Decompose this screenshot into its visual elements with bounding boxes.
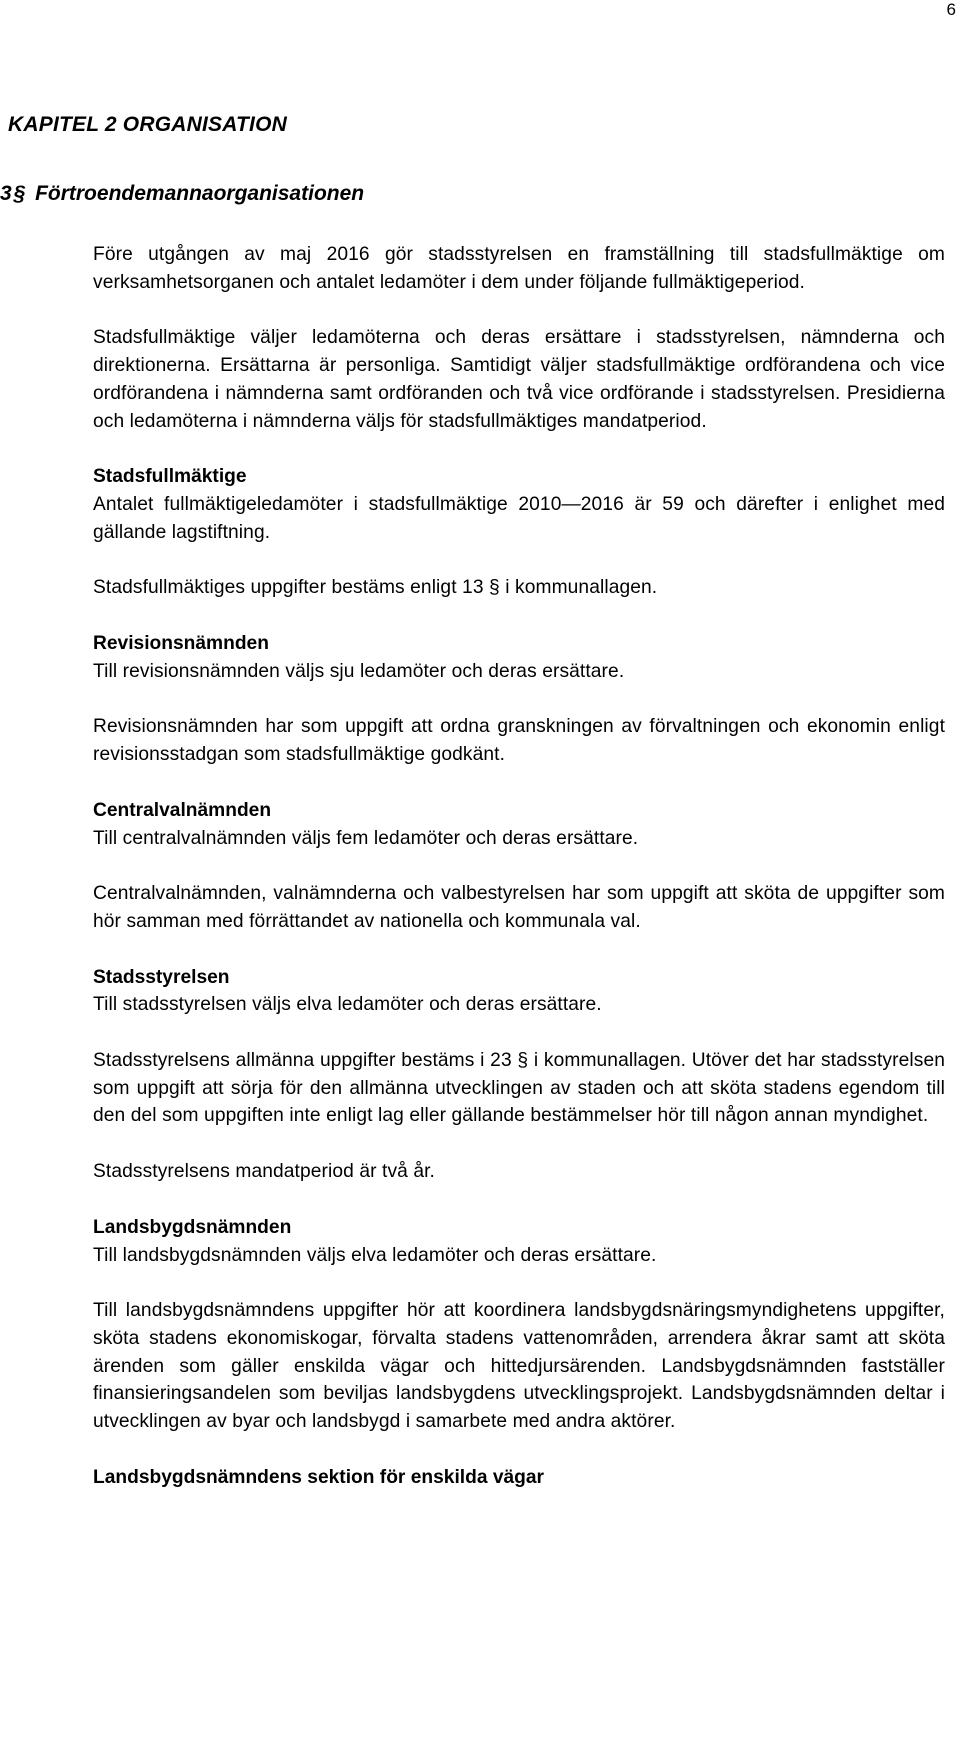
paragraph-fullmaktige-1: Antalet fullmäktigeledamöter i stadsfullmäktige 2010—2016 är 59 och därefter i enlighet med gällande lagstiftning.	[93, 493, 945, 543]
document-body	[93, 241, 945, 1492]
paragraph-central-1: Till centralvalnämnden väljs fem ledamöter och deras ersättare.	[93, 827, 639, 849]
paragraph-styrelsen-3: Stadsstyrelsens mandatperiod är två år.	[93, 1161, 435, 1183]
paragraph-revision-1: Till revisionsnämnden väljs sju ledamöter och deras ersättare.	[93, 660, 625, 682]
section-heading	[0, 182, 364, 206]
section-mark: §	[13, 182, 26, 205]
paragraph-styrelsen-1: Till stadsstyrelsen väljs elva ledamöter och deras ersättare.	[93, 994, 602, 1016]
heading-revisionsnamnden: Revisionsnämnden	[93, 633, 269, 655]
section-number: 3	[0, 182, 12, 205]
heading-sektion-enskilda-vagar: Landsbygdsnämndens sektion för enskilda vägar	[93, 1466, 545, 1488]
paragraph-landsbygd-1: Till landsbygdsnämnden väljs elva ledamöter och deras ersättare.	[93, 1244, 657, 1266]
paragraph-revision-2: Revisionsnämnden har som uppgift att ordna granskningen av förvaltningen och ekonomin enligt revisionsstadgan som stadsfullmäktige godkänt.	[93, 716, 945, 766]
chapter-title: KAPITEL 2 ORGANISATION	[8, 113, 287, 136]
paragraph-central-2: Centralvalnämnden, valnämnderna och valbestyrelsen har som uppgift att sköta de uppgifter som hör samman med förrättandet av nationella och kommunala val.	[93, 883, 945, 932]
paragraph-intro-1: Före utgången av maj 2016 gör stadsstyrelsen en framställning till stadsfullmäktige om verksamhetsorganen och antalet ledamöter i dem under följande fullmäktigeperiod.	[93, 244, 945, 293]
heading-stadsstyrelsen: Stadsstyrelsen	[93, 966, 230, 988]
page-number: 6	[946, 0, 956, 19]
paragraph-intro-2: Stadsfullmäktige väljer ledamöterna och deras ersättare i stadsstyrelsen, nämnderna och direktionerna. Ersättarna är personliga. Samtidigt väljer stadsfullmäktige ordförandena och vice ordförandena i nämnderna samt ordföranden och två vice ordförande i stadsstyrelsen. Presidierna och ledamöterna i nämnderna väljs för stadsfullmäktiges mandatperiod.	[93, 327, 945, 432]
paragraph-fullmaktige-2: Stadsfullmäktiges uppgifter bestäms enligt 13 § i kommunallagen.	[93, 577, 658, 599]
paragraph-landsbygd-2: Till landsbygdsnämndens uppgifter hör att koordinera landsbygdsnäringsmyndighetens uppgifter, sköta stadens ekonomiskogar, förvalta stadens vattenområden, arrendera åkrar samt att sköta ärenden som gäller enskilda vägar och hittedjursärenden. Landsbygdsnämnden fastställer finansieringsandelen som beviljas landsbygdens utvecklingsprojekt. Landsbygdsnämnden deltar i utvecklingen av byar och landsbygd i samarbete med andra aktörer.	[93, 1300, 945, 1433]
section-title: Förtroendemannaorganisationen	[35, 182, 365, 205]
heading-centralvalnamnden: Centralvalnämnden	[93, 799, 272, 821]
paragraph-styrelsen-2: Stadsstyrelsens allmänna uppgifter bestäms i 23 § i kommunallagen. Utöver det har stadsstyrelsen som uppgift att sörja för den allmänna utvecklingen av staden och att sköta stadens egendom till den del som uppgiften inte enligt lag eller gällande bestämmelser hör till någon annan myndighet.	[93, 1050, 945, 1127]
heading-landsbygdsnamnden: Landsbygdsnämnden	[93, 1216, 292, 1238]
heading-stadsfullmaktige: Stadsfullmäktige	[93, 466, 247, 488]
